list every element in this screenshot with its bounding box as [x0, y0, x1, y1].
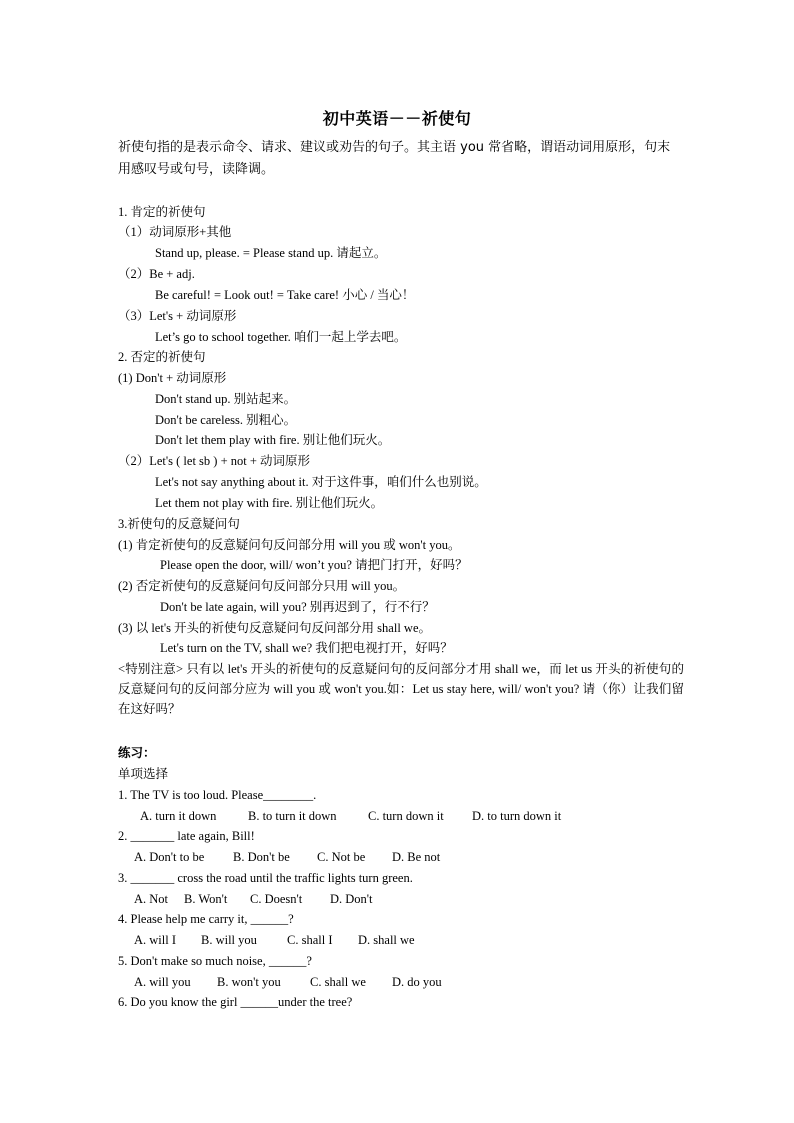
option-d: D. shall we — [358, 933, 415, 947]
option-a: A. will I — [134, 933, 177, 947]
section-2-heading: 2. 否定的祈使句 — [118, 350, 206, 364]
option-b: B. Won't — [184, 892, 228, 906]
question-3: 3. _______ cross the road until the traffic lights turn green. — [118, 871, 413, 885]
intro-paragraph: 祈使句指的是表示命令、请求、建议或劝告的句子。其主语 you 常省略，谓语动词用原形，句末用感叹号或句号，读降调。 — [118, 140, 671, 177]
page-title: 初中英语－－祈使句 — [322, 109, 472, 128]
option-d: D. Be not — [392, 850, 441, 864]
example-line: Don't be late again, will you? 别再迟到了，行不行？ — [160, 600, 435, 614]
example-line: Let's turn on the TV, shall we? 我们把电视打开，好吗？ — [160, 641, 453, 655]
section-3-3-heading: (3) 以 let's 开头的祈使句反意疑问句反问部分用 shall we。 — [118, 621, 431, 635]
section-1-2-heading: （2）Be + adj. — [118, 267, 195, 281]
option-c: C. shall we — [310, 975, 366, 989]
option-a: A. Don't to be — [134, 850, 205, 864]
example-line: Don't stand up. 别站起来。 — [155, 392, 297, 406]
special-note: <特别注意> 只有以 let's 开头的祈使句的反意疑问句的反问部分才用 shall we，而 let us 开头的祈使句的反意疑问句的反问部分应为 will you 或 won't you.如：Let us stay here, will/ won't you? 请（你）让我们留在这好吗？ — [118, 662, 684, 716]
option-a: A. turn it down — [140, 809, 217, 823]
option-c: C. turn down it — [368, 809, 444, 823]
question-6: 6. Do you know the girl ______under the tree? — [118, 995, 353, 1009]
example-line: Don't let them play with fire. 别让他们玩火。 — [155, 433, 391, 447]
example-line: Don't be careless. 别粗心。 — [155, 413, 297, 427]
option-b: B. to turn it down — [248, 809, 337, 823]
example-line: Let's not say anything about it. 对于这件事，咱们什么也别说。 — [155, 475, 487, 489]
example-line: Let’s go to school together. 咱们一起上学去吧。 — [155, 330, 407, 344]
option-d: D. do you — [392, 975, 442, 989]
section-1-3-heading: （3）Let's + 动词原形 — [118, 309, 237, 323]
practice-heading: 练习： — [118, 745, 156, 760]
example-line: Stand up, please. = Please stand up. 请起立。 — [155, 246, 387, 260]
section-1-1-heading: （1）动词原形+其他 — [118, 225, 232, 239]
option-b: B. Don't be — [233, 850, 290, 864]
section-3-1-heading: (1) 肯定祈使句的反意疑问句反问部分用 will you 或 won't you。 — [118, 538, 461, 552]
section-3-2-heading: (2) 否定祈使句的反意疑问句反问部分只用 will you。 — [118, 579, 406, 593]
section-1-heading: 1. 肯定的祈使句 — [118, 205, 206, 219]
option-b: B. won't you — [217, 975, 281, 989]
section-2-2-heading: （2）Let's ( let sb ) + not + 动词原形 — [118, 454, 311, 468]
question-5: 5. Don't make so much noise, ______? — [118, 954, 312, 968]
option-d: D. to turn down it — [472, 809, 562, 823]
option-d: D. Don't — [330, 892, 373, 906]
question-5-options — [134, 974, 442, 990]
question-4-options — [134, 932, 415, 948]
section-3-heading: 3.祈使句的反意疑问句 — [118, 517, 240, 531]
question-1: 1. The TV is too loud. Please________. — [118, 788, 317, 802]
question-4: 4. Please help me carry it, ______? — [118, 912, 294, 926]
option-c: C. Doesn't — [250, 892, 303, 906]
question-1-options — [140, 808, 561, 824]
question-2: 2. _______ late again, Bill! — [118, 829, 255, 843]
option-c: C. Not be — [317, 850, 366, 864]
section-2-1-heading: (1) Don't + 动词原形 — [118, 371, 227, 385]
option-a: A. will you — [134, 975, 191, 989]
question-3-options — [134, 891, 373, 907]
option-a: A. Not — [134, 892, 169, 906]
example-line: Be careful! = Look out! = Take care! 小心 / 当心！ — [155, 288, 415, 302]
question-2-options — [134, 849, 440, 865]
example-line: Please open the door, will/ won’t you? 请把门打开，好吗？ — [160, 558, 468, 572]
option-c: C. shall I — [287, 933, 333, 947]
option-b: B. will you — [201, 933, 257, 947]
example-line: Let them not play with fire. 别让他们玩火。 — [155, 496, 384, 510]
practice-subheading: 单项选择 — [118, 767, 169, 781]
